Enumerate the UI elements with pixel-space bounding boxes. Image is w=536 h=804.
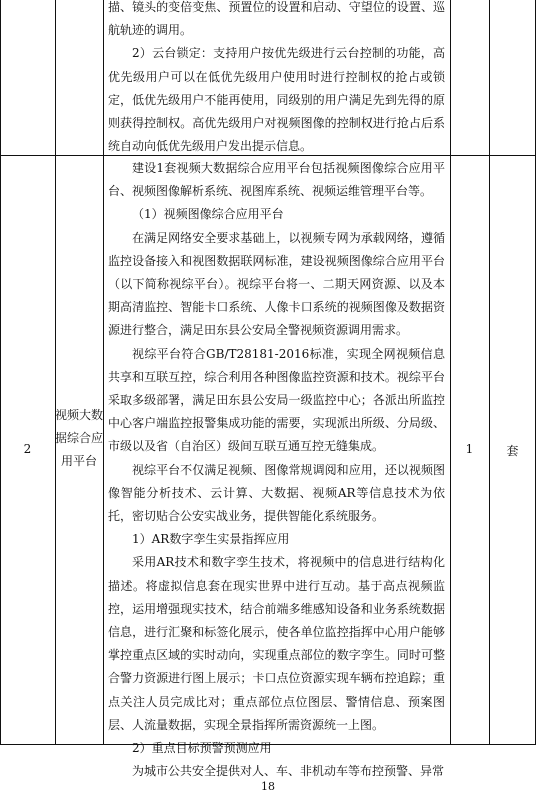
table-cell-seq: 2 xyxy=(23,442,32,456)
table-column-divider xyxy=(103,0,104,745)
paragraph: 视综平台符合GB/T28181-2016标准，实现全网视频信息共享和互联互控，综合利用各种图像监控资源和技术。视综平台采取多级部署，满足田东县公安局一级监控中心；各派出所监控中心客户端监控报警集成功能的需要，实现派出所级、分局级、市级以及省（自治区）级间互联互通互控无缝集成。 xyxy=(108,346,445,454)
paragraph: 描、镜头的变倍变焦、预置位的设置和启动、守望位的设置、巡航轨迹的调用。 xyxy=(108,0,445,38)
paragraph: 采用AR技术和数字孪生技术，将视频中的信息进行结构化描述。将虚拟信息套在现实世界中进行互动。基于高点视频监控，运用增强现实技术，结合前端多维感知设备和业务系统数据信息，进行汇聚和标签化展示，使各单位监控指挥中心用户能够掌控重点区域的实时动向，实现重点部位的数字孪生。同时可整合警力资源进行图上展示；卡口点位资源实现车辆布控追踪；重点关注人员完成比对；重点部位点位图层、警情信息、预案图层、人流量数据，实现全景指挥所需资源统一上图。 xyxy=(108,555,445,732)
table-column-divider xyxy=(450,0,451,745)
table-cell-unit: 套 xyxy=(506,444,519,458)
paragraph: （1）视频图像综合应用平台 xyxy=(132,207,284,222)
table-column-divider xyxy=(55,0,56,745)
paragraph: 建设1套视频大数据综合应用平台包括视频图像综合应用平台、视频图像解析系统、视图库系统、视频运维管理平台等。 xyxy=(108,161,445,199)
table-cell-quantity: 1 xyxy=(465,442,474,456)
paragraph: 为城市公共安全提供对人、车、非机动车等布控预警、异常 xyxy=(132,764,445,779)
paragraph: 2）重点目标预警预测应用 xyxy=(132,741,272,756)
paragraph: 1）AR数字孪生实景指挥应用 xyxy=(132,532,290,547)
page-number: 18 xyxy=(261,780,275,793)
table-border-left xyxy=(0,0,1,745)
table-cell-content xyxy=(108,0,445,158)
paragraph: 视综平台不仅满足视频、图像常规调阅和应用，还以视频图像智能分析技术、云计算、大数据、视频AR等信息技术为依托，密切贴合公安实战业务，提供智能化系统服务。 xyxy=(108,462,445,524)
table-cell-name: 视频大数据综合应用平台 xyxy=(55,408,104,468)
paragraph: 2）云台锁定：支持用户按优先级进行云台控制的功能，高优先级用户可以在低优先级用户使用时进行控制权的抢占或锁定，低优先级用户不能再使用，同级别的用户满足先到先得的原则获得控制权。高优先级用户对视频图像的控制权进行抢占后系统自动向低优先级用户发出提示信息。 xyxy=(108,46,445,154)
table-cell-content xyxy=(108,157,445,783)
paragraph: 在满足网络安全要求基础上，以视频专网为承载网络，遵循监控设备接入和视图数据联网标准，建设视频图像综合应用平台（以下简称视综平台）。视综平台将一、二期天网资源、以及本期高清监控、智能卡口系统、人像卡口系统的视频图像及数据资源进行整合，满足田东县公安局全警视频资源调用需求。 xyxy=(108,230,445,338)
table-column-divider xyxy=(489,0,490,745)
